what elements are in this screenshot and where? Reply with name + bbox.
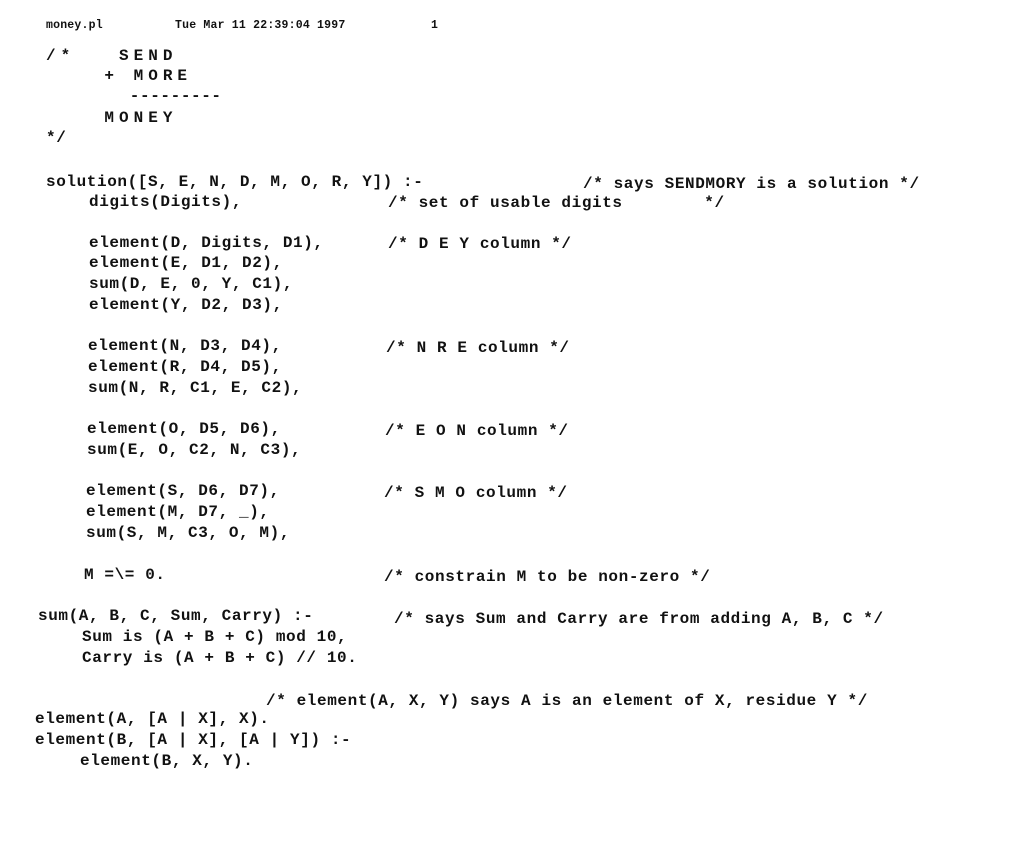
code-line: Sum is (A + B + C) mod 10, [82, 628, 348, 646]
code-line: sum(S, M, C3, O, M), [86, 524, 291, 542]
code-line: M =\= 0. [84, 566, 166, 584]
code-line: element(B, X, Y). [80, 752, 254, 770]
puzzle-line-money: MONEY [46, 109, 178, 127]
code-comment: /* element(A, X, Y) says A is an element of X, residue Y */ [266, 692, 868, 710]
code-line: sum(D, E, 0, Y, C1), [89, 275, 294, 293]
header-page-number: 1 [431, 19, 439, 32]
code-comment: /* S M O column */ [384, 484, 568, 502]
code-line: element(D, Digits, D1), [89, 234, 324, 252]
puzzle-line-rule: --------- [89, 87, 222, 105]
code-line: element(A, [A | X], X). [35, 710, 270, 728]
code-line: sum(N, R, C1, E, C2), [88, 379, 303, 397]
code-line: element(Y, D2, D3), [89, 296, 283, 314]
code-line: element(S, D6, D7), [86, 482, 280, 500]
code-line: sum(E, O, C2, N, C3), [87, 441, 302, 459]
code-comment: /* set of usable digits */ [388, 194, 725, 212]
code-line: solution([S, E, N, D, M, O, R, Y]) :- [46, 173, 424, 191]
code-comment: /* N R E column */ [386, 339, 570, 357]
code-line: digits(Digits), [89, 193, 243, 211]
puzzle-comment-end: */ [46, 129, 67, 147]
puzzle-line-send: /* SEND [46, 47, 178, 65]
code-line: element(R, D4, D5), [88, 358, 282, 376]
code-comment: /* constrain M to be non-zero */ [384, 568, 711, 586]
code-line: Carry is (A + B + C) // 10. [82, 649, 358, 667]
code-comment: /* says Sum and Carry are from adding A, B, C */ [394, 610, 884, 628]
puzzle-line-more: + MORE [46, 67, 193, 85]
code-comment: /* says SENDMORY is a solution */ [583, 175, 920, 193]
header-timestamp: Tue Mar 11 22:39:04 1997 [175, 19, 346, 32]
code-line: element(B, [A | X], [A | Y]) :- [35, 731, 352, 749]
code-comment: /* D E Y column */ [388, 235, 572, 253]
code-line: element(E, D1, D2), [89, 254, 283, 272]
code-line: element(N, D3, D4), [88, 337, 282, 355]
code-line: sum(A, B, C, Sum, Carry) :- [38, 607, 314, 625]
code-line: element(O, D5, D6), [87, 420, 281, 438]
code-line: element(M, D7, _), [86, 503, 270, 521]
header-filename: money.pl [46, 19, 103, 32]
code-comment: /* E O N column */ [385, 422, 569, 440]
